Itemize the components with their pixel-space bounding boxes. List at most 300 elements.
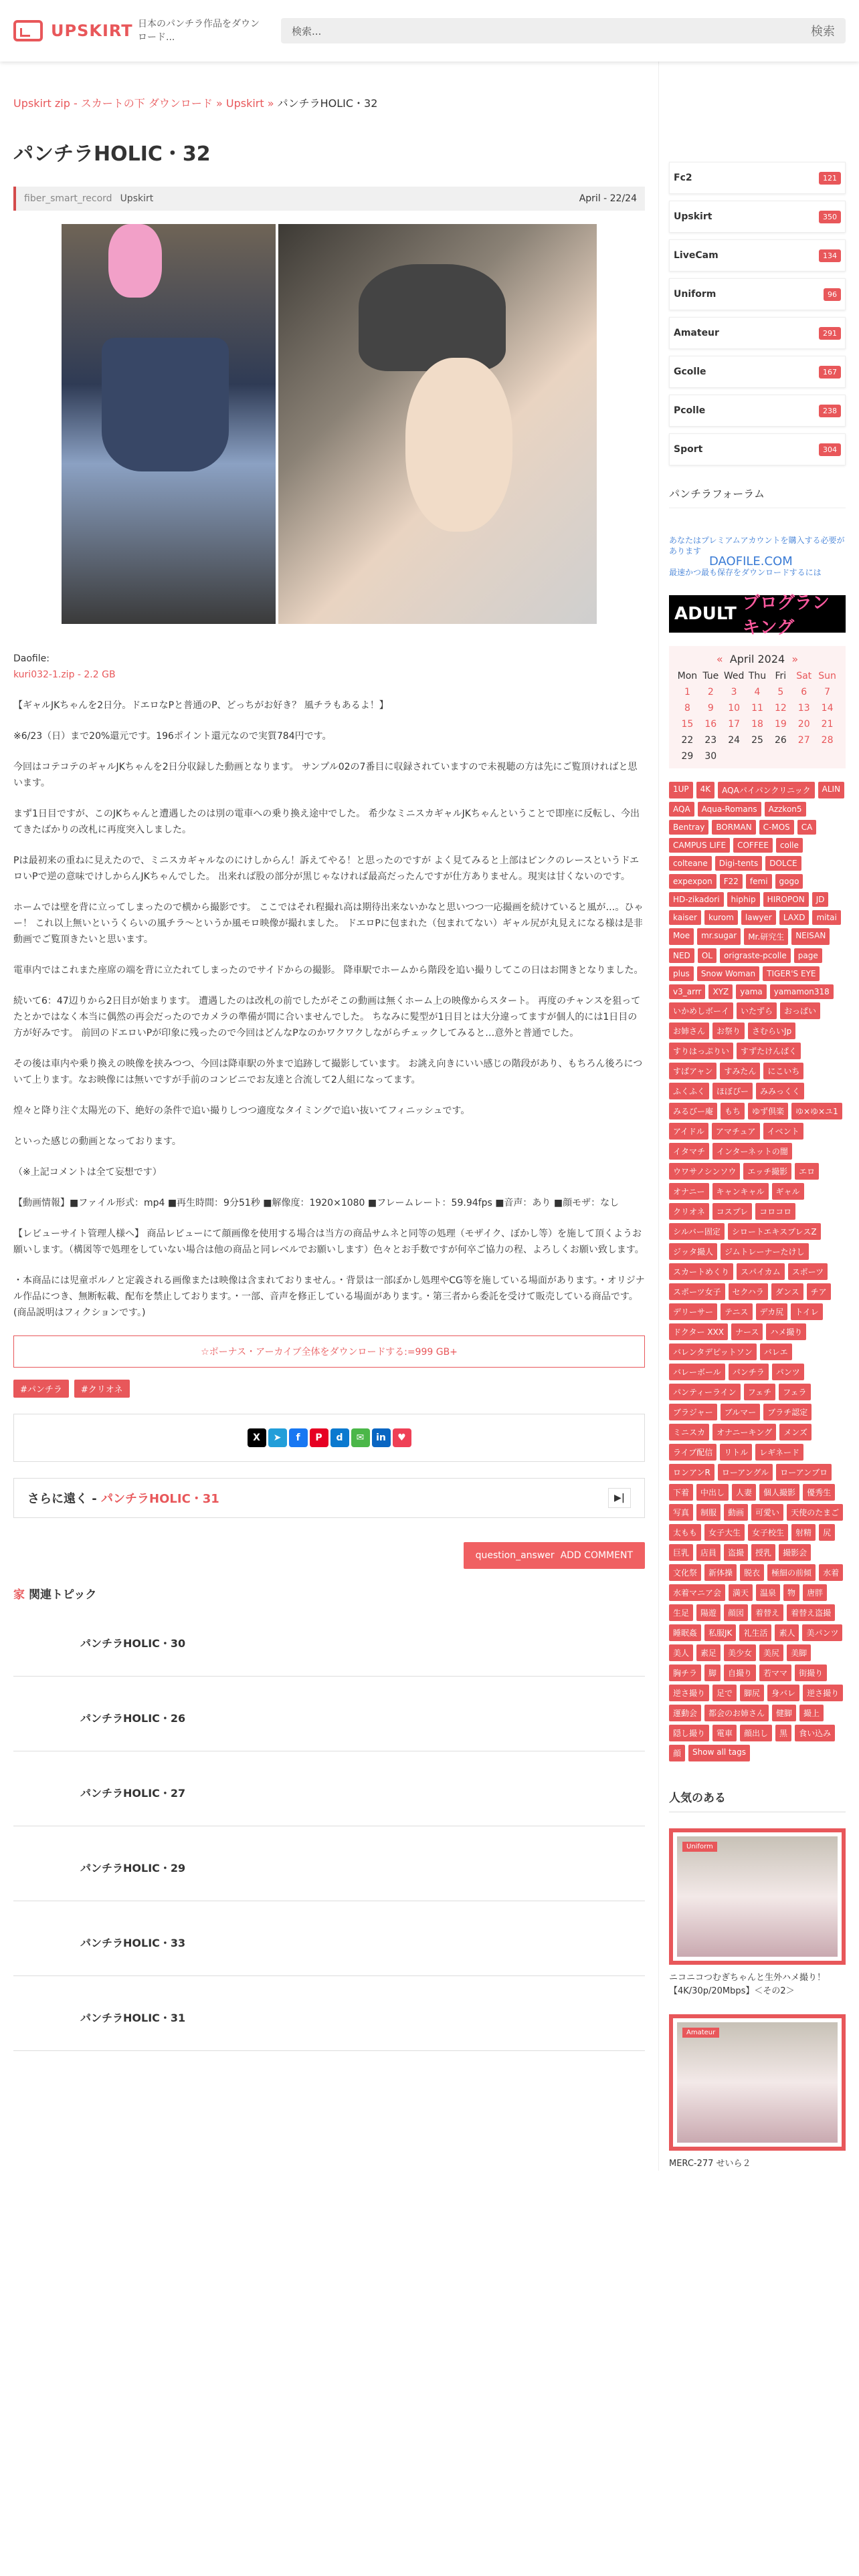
- pinterest-share-icon[interactable]: P: [310, 1428, 328, 1447]
- wechat-share-icon[interactable]: ✉: [351, 1428, 370, 1447]
- tag-link[interactable]: フェチ: [744, 1384, 775, 1400]
- category-name: Amateur: [674, 328, 719, 338]
- tag-link[interactable]: page: [794, 948, 822, 963]
- daofile-link[interactable]: kuri032-1.zip - 2.2 GB: [13, 669, 116, 680]
- comment-icon: question_answer: [475, 1550, 555, 1561]
- tag-link[interactable]: #パンチラ: [13, 1380, 69, 1398]
- tag-link[interactable]: ジムトレーナーたけし: [721, 1243, 809, 1260]
- sidebar-category[interactable]: [669, 356, 846, 388]
- tag-link[interactable]: 水着: [819, 1564, 843, 1581]
- popular-thumb[interactable]: [677, 1836, 838, 1957]
- tag-link[interactable]: CA: [797, 820, 817, 835]
- tag-link[interactable]: もち: [721, 1103, 745, 1119]
- tag-link[interactable]: 撮影会: [779, 1544, 811, 1561]
- telegram-share-icon[interactable]: ➤: [268, 1428, 287, 1447]
- tag-link[interactable]: バレーボール: [669, 1364, 725, 1380]
- tag-link[interactable]: plus: [669, 966, 694, 981]
- tag-link[interactable]: トイレ: [791, 1303, 822, 1320]
- tag-link[interactable]: 胸チラ: [669, 1665, 701, 1681]
- tag-link[interactable]: 顔図: [724, 1604, 748, 1621]
- add-comment-label: ADD COMMENT: [560, 1550, 633, 1561]
- tag-link[interactable]: ゆ×ゆ×ユ1: [791, 1103, 842, 1119]
- related-item[interactable]: パンチラHOLIC・29: [13, 1834, 645, 1901]
- post-image-2[interactable]: [278, 224, 597, 624]
- calendar-date[interactable]: 9: [707, 703, 714, 714]
- ranking-banner[interactable]: [669, 593, 846, 638]
- tag-link[interactable]: メンズ: [779, 1424, 812, 1440]
- tag-link[interactable]: ロンアンR: [669, 1464, 714, 1481]
- calendar-date[interactable]: 17: [728, 719, 741, 730]
- sidebar-category[interactable]: [669, 239, 846, 272]
- tag-link[interactable]: AQA: [669, 802, 694, 817]
- tag-link[interactable]: 運動会: [669, 1705, 701, 1721]
- tag-link[interactable]: ウワサノシンソウ: [669, 1163, 740, 1180]
- post-paragraph: まず1日目ですが、このJKちゃんと遭遇したのは別の電車への乗り換え途中でした。 希少なミニスカギャルJKちゃんということで即座に反転し、今出てきたばかりの改札に再度突入しました。: [13, 809, 640, 835]
- calendar-day-header: Sat: [796, 671, 812, 681]
- tag-link[interactable]: AQAパイパンクリニック: [718, 782, 814, 798]
- sidebar-category[interactable]: [669, 433, 846, 465]
- tag-link[interactable]: yamamon318: [770, 984, 834, 999]
- tag-link[interactable]: 4K: [696, 782, 715, 798]
- calendar-date[interactable]: 2: [707, 687, 714, 697]
- calendar-date[interactable]: 14: [821, 703, 834, 714]
- tag-link[interactable]: 店員: [696, 1544, 721, 1561]
- calendar-date[interactable]: 27: [797, 735, 810, 746]
- home-icon: 家: [13, 1588, 25, 1602]
- tag-link[interactable]: いたずら: [737, 1002, 777, 1019]
- tag-link[interactable]: 巨乳: [669, 1544, 693, 1561]
- post-image-1[interactable]: [62, 224, 276, 624]
- tag-link[interactable]: セクハラ: [729, 1283, 768, 1300]
- tag-link[interactable]: みみっくく: [756, 1083, 804, 1099]
- tag-link[interactable]: ほぼぴー: [712, 1083, 753, 1099]
- related-list: [13, 1610, 645, 2051]
- tag-link[interactable]: NED: [669, 948, 694, 963]
- tag-link[interactable]: ジッタ撮人: [669, 1243, 717, 1260]
- tag-link[interactable]: colteane: [669, 856, 712, 871]
- tag-link[interactable]: 身バレ: [767, 1685, 799, 1701]
- tag-link[interactable]: 逆さ撮り: [669, 1685, 709, 1701]
- tag-link[interactable]: LAXD: [779, 910, 809, 925]
- calendar-date[interactable]: 26: [774, 735, 787, 746]
- tag-link[interactable]: Mr.研究生: [744, 928, 788, 945]
- calendar-next[interactable]: »: [791, 653, 799, 665]
- category-name: Upskirt: [674, 211, 712, 222]
- tag-link[interactable]: 逆さ撮り: [803, 1685, 843, 1701]
- tag-link[interactable]: ダンス: [771, 1283, 803, 1300]
- tag-link[interactable]: 顔出し: [740, 1725, 772, 1741]
- tag-link[interactable]: Digi-tents: [715, 856, 763, 871]
- search-input[interactable]: [281, 18, 846, 43]
- tag-link[interactable]: 脚尻: [740, 1685, 764, 1701]
- tag-link[interactable]: イベント: [763, 1123, 803, 1140]
- calendar: [669, 646, 846, 768]
- popular-thumb[interactable]: [677, 2022, 838, 2143]
- tag-link[interactable]: F22: [720, 874, 743, 889]
- tag-link[interactable]: kaiser: [669, 910, 701, 925]
- tag-link[interactable]: ナース: [731, 1323, 763, 1340]
- related-item[interactable]: パンチラHOLIC・33: [13, 1909, 645, 1976]
- popular-badge: Amateur: [682, 2028, 719, 2038]
- digg-share-icon[interactable]: d: [330, 1428, 349, 1447]
- calendar-date[interactable]: 3: [731, 687, 737, 697]
- tag-link[interactable]: デリーサー: [669, 1303, 717, 1320]
- tag-link[interactable]: origraste-pcolle: [720, 948, 791, 963]
- tag-link[interactable]: 美脚: [787, 1644, 811, 1661]
- popular-item[interactable]: [669, 2014, 846, 2151]
- post-category[interactable]: Upskirt: [120, 193, 154, 204]
- tag-link[interactable]: 太もも: [669, 1524, 701, 1541]
- tag-link[interactable]: コロコロ: [755, 1203, 795, 1220]
- tag-link[interactable]: スカートめくり: [669, 1263, 733, 1280]
- tag-link[interactable]: JD: [812, 892, 829, 907]
- tag-link[interactable]: Snow Woman: [697, 966, 759, 981]
- tag-link[interactable]: スポーツ女子: [669, 1283, 725, 1300]
- tag-link[interactable]: gogo: [775, 874, 803, 889]
- tag-link[interactable]: femi: [746, 874, 772, 889]
- logo-icon: [13, 20, 43, 41]
- tag-link[interactable]: アイドル: [669, 1123, 708, 1140]
- tag-link[interactable]: 素人: [775, 1624, 799, 1641]
- tag-link[interactable]: #クリオネ: [74, 1380, 130, 1398]
- tag-link[interactable]: レギネード: [755, 1444, 803, 1461]
- tag-link[interactable]: Aqua-Romans: [698, 802, 761, 817]
- tag-link[interactable]: 美パンツ: [802, 1624, 842, 1641]
- tag-link[interactable]: オナニーキング: [712, 1424, 776, 1440]
- tag-link[interactable]: 隠し撮り: [669, 1725, 709, 1741]
- tag-link[interactable]: 脱衣: [740, 1564, 764, 1581]
- tag-link[interactable]: 満天: [729, 1584, 753, 1601]
- post-paragraph: 電車内ではこれまた座席の端を背に立たれてしまったのでサイドからの撮影。 降車駅でホームから階段を追い撮りしてこの日はお開きとなりました。: [13, 965, 644, 976]
- tag-link[interactable]: 顔: [669, 1745, 685, 1761]
- tag-link[interactable]: OL: [698, 948, 717, 963]
- breadcrumb: [13, 82, 645, 124]
- next-post[interactable]: [13, 1478, 645, 1518]
- tag-link[interactable]: Moe: [669, 928, 694, 945]
- popular-title[interactable]: ニコニコつむぎちゃんと生外ハメ撮り！【4K/30p/20Mbps】＜その2＞: [669, 1973, 826, 1996]
- post-paragraph: 続いて6：47辺りから2日目が始まります。 遭遇したのは改札の前でしたがそこの動画は無くホーム上の映像からスタート。 再度のチャンスを狙ってたとかではなく本当に偶然の再会だったのでカメラの準備が間に合いませんでした。 ちなみに髪型が1日目とは大分違ってますが個人的には1日目の方が好みです。 前回のドエロいPが印象に残ったので今回はどんなPなのかワクワクしながらチェックしてみると…意外と普通でした。: [13, 996, 641, 1039]
- tag-link[interactable]: シロートエキスプレスZ: [728, 1223, 821, 1240]
- share-bar: [13, 1414, 645, 1462]
- tag-link[interactable]: 尻: [819, 1524, 835, 1541]
- tag-link[interactable]: お祭り: [712, 1023, 745, 1039]
- calendar-date[interactable]: 4: [754, 687, 761, 697]
- tag-link[interactable]: 個人撮影: [759, 1484, 799, 1501]
- sidebar-category[interactable]: [669, 395, 846, 427]
- calendar-date[interactable]: 30: [704, 751, 717, 762]
- calendar-date[interactable]: 5: [777, 687, 784, 697]
- download-box[interactable]: ☆ボーナス・アーカイブ全体をダウンロードする:=999 GB+: [13, 1335, 645, 1368]
- tag-link[interactable]: イタマチ: [669, 1143, 709, 1160]
- calendar-date[interactable]: 13: [797, 703, 810, 714]
- tag-link[interactable]: みるびー庵: [669, 1103, 717, 1119]
- tag-link[interactable]: 射精: [791, 1524, 816, 1541]
- tag-link[interactable]: NEISAN: [791, 928, 830, 945]
- tag-link[interactable]: オナニー: [669, 1183, 709, 1200]
- related-heading: [13, 1585, 645, 1602]
- tag-link[interactable]: ゆず倶楽: [748, 1103, 788, 1119]
- calendar-date[interactable]: 1: [684, 687, 690, 697]
- tag-link[interactable]: お姉さん: [669, 1023, 709, 1039]
- calendar-date[interactable]: 18: [751, 719, 763, 730]
- tag-link[interactable]: エロ: [795, 1163, 819, 1180]
- tag-link[interactable]: 黒: [775, 1725, 791, 1741]
- banner-text: DAOFILE.COM: [709, 554, 793, 568]
- tag-link[interactable]: 街撮り: [795, 1665, 827, 1681]
- daofile-banner[interactable]: [669, 535, 846, 582]
- tag-link[interactable]: BORMAN: [712, 820, 755, 835]
- tag-link[interactable]: 下着: [669, 1484, 693, 1501]
- calendar-date[interactable]: 25: [751, 735, 763, 746]
- tag-link[interactable]: エッチ撮影: [743, 1163, 791, 1180]
- tag-link[interactable]: さむらいJp: [748, 1023, 795, 1039]
- category-name: Fc2: [674, 173, 692, 183]
- calendar-date[interactable]: 29: [681, 751, 694, 762]
- popular-title[interactable]: MERC-277 せいら２: [669, 2159, 751, 2169]
- tag-link[interactable]: リトル: [720, 1444, 752, 1461]
- tag-link[interactable]: lawyer: [741, 910, 776, 925]
- add-comment-button[interactable]: [464, 1542, 645, 1569]
- related-item[interactable]: パンチラHOLIC・30: [13, 1610, 645, 1677]
- tag-link[interactable]: 私服JK: [704, 1624, 736, 1641]
- post-meta: [13, 187, 645, 211]
- tag-link[interactable]: すりはっぷりい: [669, 1043, 733, 1059]
- tag-link[interactable]: 盗撮: [724, 1544, 748, 1561]
- post-paragraph: ホームでは壁を背に立ってしまったので横から撮影です。 ここではそれ程撮れ高は期待出来ないかなと思いつつ一応撮画を続けていると風が…。ひゃー！ これ以上無いというくらいの風チラ～というか風モロ映像が撮れました。 ドエロPに包まれた（包まれてない）ギャル尻が丸見えになる様は是非動画でご覧頂きたいと思います。: [13, 902, 644, 945]
- sidebar-category[interactable]: [669, 201, 846, 233]
- tag-link[interactable]: チア: [807, 1283, 831, 1300]
- related-item[interactable]: パンチラHOLIC・31: [13, 1984, 645, 2051]
- tag-link[interactable]: 電車: [712, 1725, 737, 1741]
- tag-link[interactable]: 都会のお姉さん: [704, 1705, 769, 1721]
- forum-heading[interactable]: パンチラフォーラム: [669, 486, 846, 508]
- calendar-date[interactable]: 16: [704, 719, 717, 730]
- banner-text: あなたはプレミアムアカウントを購入する必要があります: [669, 536, 845, 556]
- calendar-date[interactable]: 15: [681, 719, 694, 730]
- tag-link[interactable]: ミニスカ: [669, 1424, 709, 1440]
- category-name: Gcolle: [674, 366, 706, 377]
- calendar-date[interactable]: 6: [801, 687, 807, 697]
- tag-link[interactable]: パンティーライン: [669, 1384, 741, 1400]
- tag-link[interactable]: 生足: [669, 1604, 693, 1621]
- tag-link[interactable]: TIGER'S EYE: [763, 966, 820, 981]
- tag-link[interactable]: 極細の前傾: [767, 1564, 816, 1581]
- tag-link[interactable]: HD-zikadori: [669, 892, 724, 907]
- tag-link[interactable]: ALIN: [818, 782, 844, 798]
- tag-link[interactable]: mr.sugar: [697, 928, 741, 945]
- related-item[interactable]: パンチラHOLIC・26: [13, 1685, 645, 1751]
- tag-link[interactable]: 陽遊: [696, 1604, 721, 1621]
- tag-link[interactable]: 動画: [724, 1504, 748, 1521]
- logo[interactable]: [13, 20, 134, 41]
- tag-link[interactable]: 人妻: [732, 1484, 756, 1501]
- tag-link[interactable]: スポーツ: [788, 1263, 828, 1280]
- tag-link[interactable]: デカ尻: [756, 1303, 788, 1320]
- calendar-date[interactable]: 20: [797, 719, 810, 730]
- tag-link[interactable]: v3_arrr: [669, 984, 705, 999]
- search-button[interactable]: 検索: [811, 25, 835, 39]
- tag-link[interactable]: すみたん: [720, 1063, 760, 1079]
- category-name: Sport: [674, 444, 703, 455]
- tag-link[interactable]: テニス: [721, 1303, 753, 1320]
- tag-link[interactable]: バレンタデピットソン: [669, 1344, 757, 1360]
- tag-link[interactable]: 脚: [704, 1665, 721, 1681]
- tag-link[interactable]: にこいち: [763, 1063, 803, 1079]
- popular-heading: 人気のある: [669, 1788, 846, 1812]
- tag-link[interactable]: Azzkon5: [765, 802, 806, 817]
- linkedin-share-icon[interactable]: in: [372, 1428, 391, 1447]
- tag-link[interactable]: 水着マニア会: [669, 1584, 725, 1601]
- tag-link[interactable]: 温泉: [756, 1584, 780, 1601]
- calendar-date[interactable]: 24: [728, 735, 741, 746]
- tag-link[interactable]: ブラチ認定: [763, 1404, 812, 1420]
- post-paragraph: 【レビューサイト管理人様へ】 商品レビューにて顔画像を使用する場合は当方の商品サムネと同等の処理（モザイク、ぼかし等）を施して頂くようお願いします。（構図等で処理をしていない場合は他の商品と同レベルでお願いします）色々とお手数ですが何卒ご協力の程、よろしくお願い致します。: [13, 1228, 644, 1255]
- tag-link[interactable]: yama: [736, 984, 767, 999]
- tag-link[interactable]: 唐胖: [803, 1584, 827, 1601]
- next-title[interactable]: パンチラHOLIC・31: [101, 1492, 219, 1506]
- tag-link[interactable]: キャンキャル: [712, 1183, 769, 1200]
- tag-link[interactable]: colle: [776, 838, 803, 853]
- tag-link[interactable]: hiphip: [727, 892, 760, 907]
- tag-link[interactable]: アマチュア: [712, 1123, 760, 1140]
- daofile-label: Daofile:: [13, 653, 50, 664]
- tag-link[interactable]: 睡眠姦: [669, 1624, 701, 1641]
- breadcrumb-category[interactable]: Upskirt: [225, 97, 264, 110]
- tag-link[interactable]: COFFEE: [733, 838, 773, 853]
- calendar-day-header: Mon: [677, 671, 698, 681]
- calendar-date[interactable]: 28: [821, 735, 834, 746]
- calendar-day-header: Thu: [748, 671, 767, 681]
- tag-link[interactable]: CAMPUS LIFE: [669, 838, 730, 853]
- tag-link[interactable]: 着替え: [751, 1604, 783, 1621]
- logo-text: UPSKIRT: [51, 21, 133, 40]
- calendar-date[interactable]: 23: [704, 735, 717, 746]
- post-images: [62, 224, 645, 624]
- tag-link[interactable]: 自撮り: [724, 1665, 756, 1681]
- tag-link[interactable]: XYZ: [708, 984, 733, 999]
- tag-link[interactable]: 足で: [712, 1685, 737, 1701]
- sidebar-category[interactable]: [669, 278, 846, 310]
- tag-link[interactable]: expexpon: [669, 874, 717, 889]
- breadcrumb-sep: »: [267, 97, 274, 110]
- tag-link[interactable]: 若ママ: [759, 1665, 791, 1681]
- tag-link[interactable]: ギャル: [772, 1183, 804, 1200]
- calendar-date[interactable]: 22: [681, 735, 694, 746]
- post-paragraph: （※上記コメントは全て妄想です）: [13, 1167, 162, 1178]
- post-paragraph: といった感じの動画となっております。: [13, 1136, 181, 1147]
- calendar-day-header: Fri: [775, 671, 787, 681]
- tag-link[interactable]: 女子大生: [704, 1524, 745, 1541]
- pocket-share-icon[interactable]: ♥: [393, 1428, 411, 1447]
- tag-link[interactable]: 礼生活: [739, 1624, 771, 1641]
- tag-link[interactable]: シルバー固定: [669, 1223, 725, 1240]
- post-author[interactable]: fiber_smart_record: [24, 193, 112, 204]
- tag-link[interactable]: 1UP: [669, 782, 693, 798]
- tag-link[interactable]: C-MOS: [759, 820, 794, 835]
- sidebar-category[interactable]: [669, 317, 846, 349]
- tag-link[interactable]: HIROPON: [763, 892, 809, 907]
- breadcrumb-sep: »: [215, 97, 223, 110]
- tag-link[interactable]: おっぱい: [780, 1002, 820, 1019]
- tag-link[interactable]: 女子校生: [748, 1524, 788, 1541]
- calendar-date[interactable]: 11: [751, 703, 763, 714]
- tag-link[interactable]: インターネットの闇: [712, 1143, 792, 1160]
- tag-link[interactable]: バレエ: [760, 1344, 792, 1360]
- tag-link[interactable]: 美人: [669, 1644, 693, 1661]
- tag-link[interactable]: 着替え盗撮: [787, 1604, 835, 1621]
- tag-link[interactable]: 新体操: [704, 1564, 737, 1581]
- tag-link[interactable]: 文化祭: [669, 1564, 701, 1581]
- main-content: [13, 62, 645, 2171]
- tag-link[interactable]: Bentray: [669, 820, 708, 835]
- tag-link[interactable]: 美尻: [759, 1644, 783, 1661]
- tag-link[interactable]: 優秀生: [803, 1484, 835, 1501]
- tag-link[interactable]: いかめしボーイ: [669, 1002, 733, 1019]
- tag-link[interactable]: ライブ配信: [669, 1444, 717, 1461]
- tag-link[interactable]: 食い込み: [795, 1725, 835, 1741]
- calendar-date[interactable]: 21: [821, 719, 834, 730]
- tag-link[interactable]: パンチラ: [729, 1364, 769, 1380]
- calendar-date[interactable]: 7: [824, 687, 831, 697]
- calendar-prev[interactable]: «: [716, 653, 723, 665]
- calendar-date[interactable]: 19: [774, 719, 787, 730]
- tag-link[interactable]: すばアャン: [669, 1063, 717, 1079]
- tag-link[interactable]: 物: [783, 1584, 799, 1601]
- tag-link[interactable]: クリオネ: [669, 1203, 709, 1220]
- tag-link[interactable]: フェラ: [779, 1384, 810, 1400]
- tag-link[interactable]: コスプレ: [712, 1203, 753, 1220]
- tag-link[interactable]: 健脚: [772, 1705, 796, 1721]
- tag-link[interactable]: mitai: [812, 910, 840, 925]
- calendar-date[interactable]: 10: [728, 703, 741, 714]
- tag-link[interactable]: 写真: [669, 1504, 693, 1521]
- sidebar-category[interactable]: [669, 162, 846, 194]
- tag-link[interactable]: スパイカム: [737, 1263, 785, 1280]
- tag-link[interactable]: 美少女: [724, 1644, 756, 1661]
- calendar-date[interactable]: 8: [684, 703, 690, 714]
- tag-link[interactable]: すずたけんぱく: [737, 1043, 801, 1059]
- tag-link[interactable]: 授乳: [751, 1544, 775, 1561]
- facebook-share-icon[interactable]: f: [289, 1428, 308, 1447]
- next-arrow-icon[interactable]: ▶|: [608, 1488, 631, 1508]
- tag-link[interactable]: 中出し: [696, 1484, 729, 1501]
- tag-link[interactable]: 可愛い: [751, 1504, 783, 1521]
- popular-item[interactable]: [669, 1828, 846, 1965]
- tag-link[interactable]: ブラジャー: [669, 1404, 717, 1420]
- tag-link[interactable]: 制服: [696, 1504, 721, 1521]
- tag-link[interactable]: DOLCE: [765, 856, 801, 871]
- tag-link[interactable]: ドクター XXX: [669, 1323, 728, 1340]
- tag-link[interactable]: ふくふく: [669, 1083, 709, 1099]
- related-item[interactable]: パンチラHOLIC・27: [13, 1759, 645, 1826]
- tag-link[interactable]: 素足: [696, 1644, 721, 1661]
- calendar-day-header: Sun: [818, 671, 836, 681]
- tag-link[interactable]: kurom: [704, 910, 738, 925]
- tag-link[interactable]: ローアングル: [718, 1464, 773, 1481]
- tag-link[interactable]: ハメ撮り: [766, 1323, 806, 1340]
- post-date: April - 22/24: [579, 193, 637, 204]
- tag-link[interactable]: ローアンブロ: [776, 1464, 832, 1481]
- tag-link[interactable]: 天使のたまご: [787, 1504, 843, 1521]
- calendar-date[interactable]: 12: [774, 703, 787, 714]
- tag-link[interactable]: Show all tags: [688, 1745, 750, 1761]
- page-title: パンチラHOLIC・32: [13, 142, 211, 166]
- breadcrumb-home[interactable]: Upskirt zip - スカートの下 ダウンロード: [13, 97, 213, 110]
- x-share-icon[interactable]: X: [248, 1428, 266, 1447]
- tag-link[interactable]: 撮上: [799, 1705, 824, 1721]
- tag-link[interactable]: パンツ: [772, 1364, 804, 1380]
- tag-link[interactable]: ブルマー: [721, 1404, 761, 1420]
